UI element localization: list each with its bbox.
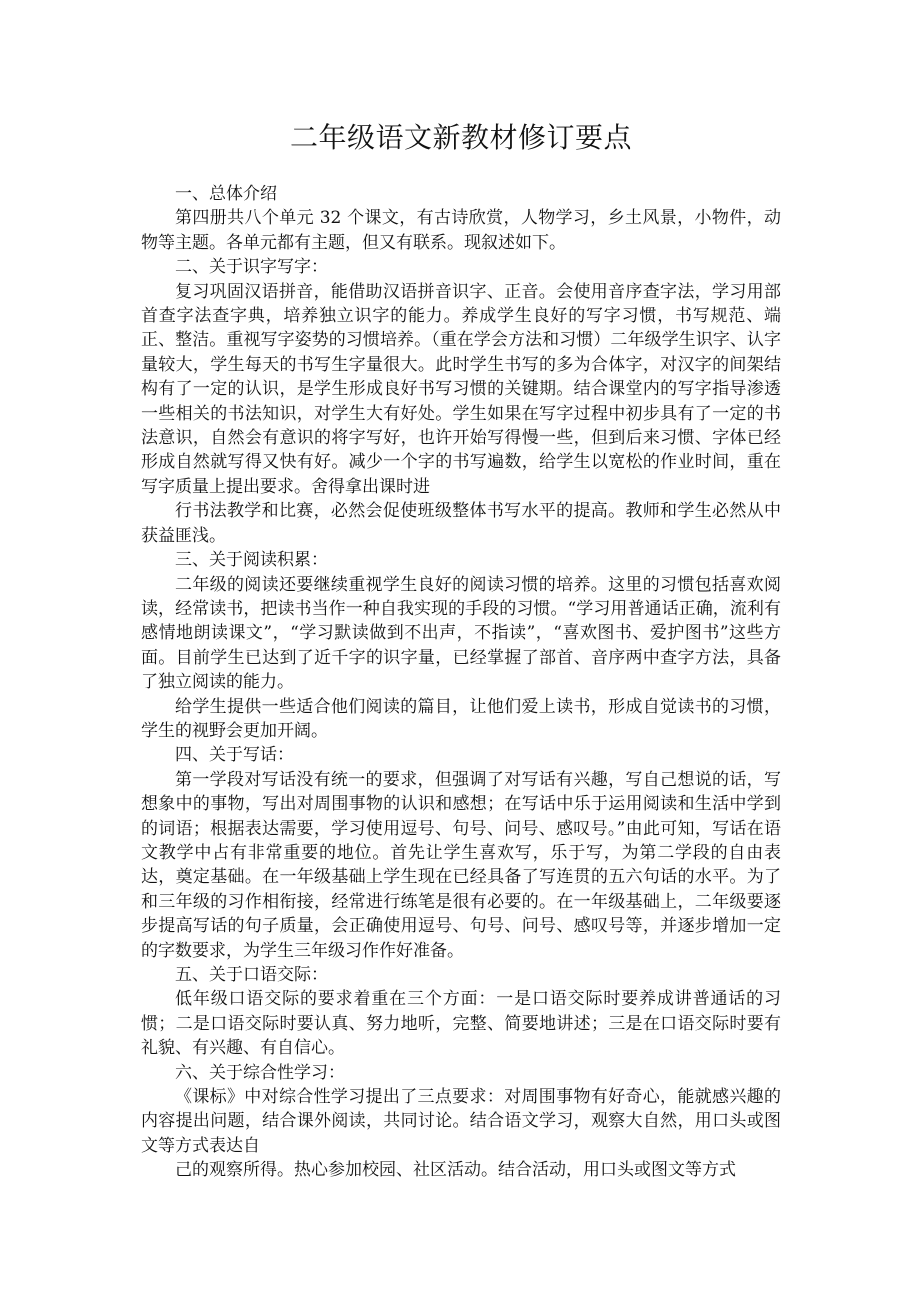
paragraph: 第四册共八个单元 32 个课文，有古诗欣赏，人物学习，乡土风景，小物件，动物等主题。各单元都有主题，但又有联系。现叙述如下。 bbox=[141, 208, 781, 253]
paragraph: 复习巩固汉语拼音，能借助汉语拼音识字、正音。会使用音序查字法，学习用部首查字法查字典，培养独立识字的能力。养成学生良好的写字习惯，书写规范、端正、整洁。重视写字姿势的习惯培养。（重在学会方法和习惯）二年级学生识字、认字量较大，学生每天的书写生字量很大。此时学生书写的多为合体字，对汉字的间架结构有了一定的认识，是学生形成良好书写习惯的关键期。结合课堂内的写字指导渗透一些相关的书法知识，对学生大有好处。学生如果在写字过程中初步具有了一定的书法意识，自然会有意识的将字写好，也许开始写得慢一些，但到后来习惯、字体已经形成自然就写得又快有好。减少一个字的书写遍数，给学生以宽松的作业时间，重在写字质量上提出要求。舍得拿出课时进 bbox=[141, 281, 781, 497]
section-heading-writing: 四、关于写话： bbox=[175, 745, 294, 766]
paragraph: 给学生提供一些适合他们阅读的篇目，让他们爱上读书，形成自觉读书的习惯，学生的视野会更加开阔。 bbox=[141, 696, 781, 741]
paragraph: 二年级的阅读还要继续重视学生良好的阅读习惯的培养。这里的习惯包括喜欢阅读，经常读书，把读书当作一种自我实现的手段的习惯。“学习用普通话正确，流利有感情地朗读课文”，“学习默读做到不出声，不指读”，“喜欢图书、爱护图书”这些方面。目前学生已达到了近千字的识字量，已经掌握了部首、音序两中查字方法，具备了独立阅读的能力。 bbox=[141, 574, 781, 693]
paragraph: 行书法教学和比赛，必然会促使班级整体书写水平的提高。教师和学生必然从中获益匪浅。 bbox=[141, 501, 781, 546]
document-body bbox=[141, 182, 781, 1183]
section-heading-integrated-learning: 六、关于综合性学习： bbox=[175, 1062, 345, 1083]
paragraph: 低年级口语交际的要求着重在三个方面：一是口语交际时要养成讲普通话的习惯；二是口语交际时要认真、努力地听，完整、简要地讲述；三是在口语交际时要有礼貌、有兴趣、有自信心。 bbox=[141, 989, 781, 1059]
section-heading-reading: 三、关于阅读积累： bbox=[175, 550, 328, 571]
section-heading-literacy-writing: 二、关于识字写字： bbox=[175, 257, 328, 278]
paragraph: 己的观察所得。热心参加校园、社区活动。结合活动，用口头或图文等方式 bbox=[175, 1160, 736, 1181]
section-heading-oral-communication: 五、关于口语交际： bbox=[175, 965, 328, 985]
document-page bbox=[141, 0, 781, 1183]
section-heading-overview: 一、总体介绍 bbox=[175, 184, 277, 204]
document-title: 二年级语文新教材修订要点 bbox=[289, 121, 632, 154]
paragraph: 第一学段对写话没有统一的要求，但强调了对写话有兴趣，写自己想说的话，写想象中的事物，写出对周围事物的认识和感想；在写话中乐于运用阅读和生活中学到的词语；根据表达需要，学习使用逗号、句号、问号、感叹号。”由此可知，写话在语文教学中占有非常重要的地位。首先让学生喜欢写，乐于写，为第二学段的自由表达，奠定基础。在一年级基础上学生现在已经具备了写连贯的五六句话的水平。为了和三年级的习作相衔接，经常进行练笔是很有必要的。在一年级基础上，二年级要逐步提高写话的句子质量，会正确使用逗号、句号、问号、感叹号等，并逐步增加一定的字数要求，为学生三年级习作作好准备。 bbox=[141, 769, 781, 961]
paragraph: 《课标》中对综合性学习提出了三点要求：对周围事物有好奇心，能就感兴趣的内容提出问题，结合课外阅读，共同讨论。结合语文学习，观察大自然，用口头或图文等方式表达自 bbox=[141, 1087, 781, 1156]
